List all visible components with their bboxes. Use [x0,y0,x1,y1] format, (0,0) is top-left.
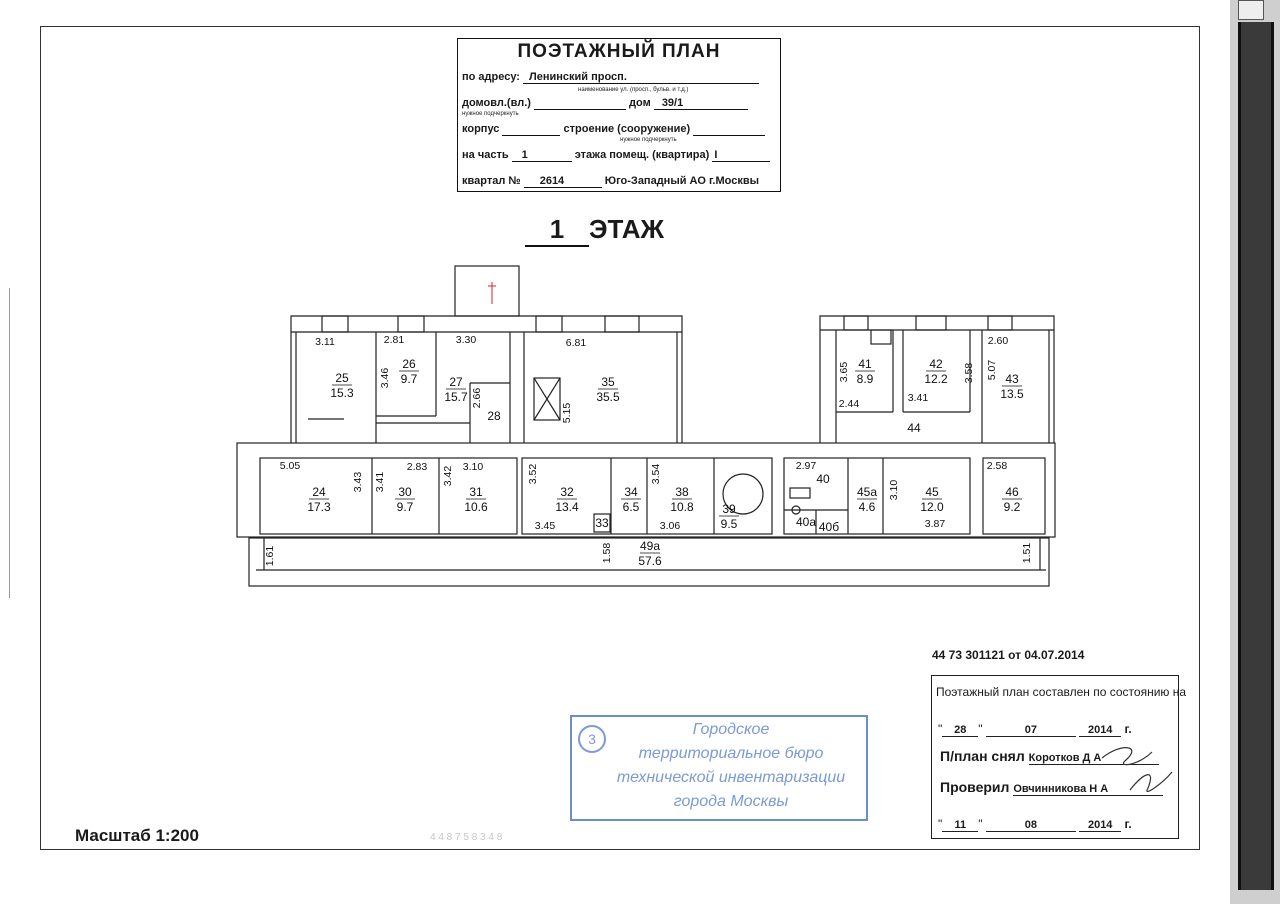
room-area: 6.5 [622,500,640,514]
etazh-value: I [712,149,770,162]
title-block: ПОЭТАЖНЫЙ ПЛАН по адресу: Ленинский просп. наименование ул. (просп., бульв. и т.д.) домовл.(вл.) дом 39/1 нужное подчеркнуть корпус строение (сооружение) нужное подчеркнуть на часть 1 этажа помещ. (квартира) I квартал № 2614 Юго-Западный АО г.Москвы [457,38,781,192]
room-area: 57.6 [638,554,662,568]
signatures [1082,732,1178,802]
plan-title: ПОЭТАЖНЫЙ ПЛАН [517,41,721,62]
date-row-1: " 28 " 07 2014 г. [938,722,1132,736]
room-number: 40а [795,515,817,529]
room-area: 13.4 [555,500,579,514]
dimension-label: 5.15 [561,402,573,424]
korpus-row: корпус строение (сооружение) [462,123,765,136]
dimension-label: 3.43 [352,471,364,493]
room-area: 9.7 [400,372,418,386]
room-area: 4.6 [858,500,876,514]
dimension-label: 2.83 [406,461,428,473]
dimension-label: 3.87 [924,518,946,530]
dimension-label: 1.61 [264,545,276,567]
surveyed-by: Коротков Д А [1029,752,1159,765]
room-area: 10.8 [670,500,694,514]
dimension-label: 2.81 [383,334,405,346]
room-number: 32 [560,485,574,499]
room-area: 35.5 [596,390,620,404]
dimension-label: 5.07 [986,359,998,381]
dimension-label: 3.41 [907,392,929,404]
domovl-row: домовл.(вл.) дом 39/1 [462,97,748,110]
document-reference: 44 73 301121 от 04.07.2014 [932,648,1085,662]
floor-title: 1 ЭТАЖ [525,214,664,247]
plan-walls [237,266,1055,586]
room-number: 41 [858,357,872,371]
floor-number: 1 [525,214,589,247]
dimension-label: 3.52 [527,463,539,485]
dimension-label: 3.42 [442,465,454,487]
dimension-label: 3.46 [379,367,391,389]
room-number: 34 [624,485,638,499]
dimension-label: 5.05 [279,460,301,472]
chast-value: 1 [512,149,572,162]
room-area: 12.2 [924,372,948,386]
room-number: 39 [722,502,736,516]
address-row: по адресу: Ленинский просп. [462,71,759,84]
room-number: 28 [487,409,501,423]
checked-by: Овчинникова Н А [1013,783,1163,796]
state-line: Поэтажный план составлен по состоянию на [936,685,1187,699]
dimension-label: 2.66 [471,387,483,409]
room-area: 15.7 [444,390,468,404]
dimension-label: 3.10 [888,479,900,501]
room-number: 24 [312,485,326,499]
dimension-label: 3.65 [838,361,850,383]
room-number: 49а [639,539,661,553]
dimension-label: 1.51 [1021,542,1033,564]
room-area: 9.5 [720,517,738,531]
room-number: 35 [601,375,615,389]
red-mark [488,282,496,304]
room-area: 9.2 [1003,500,1021,514]
room-number: 40б [818,520,840,534]
room-number: 40 [816,472,830,486]
dimension-label: 3.54 [650,463,662,485]
chast-row: на часть 1 этажа помещ. (квартира) I [462,149,770,162]
room-number: 31 [469,485,483,499]
scale-label: Масштаб 1:200 [75,826,199,845]
dimension-labels [264,334,1033,566]
date-row-2: " 11 " 08 2014 г. [938,817,1132,831]
room-area: 10.6 [464,500,488,514]
stamp-number: 3 [578,725,606,753]
dimension-label: 2.60 [987,335,1009,347]
room-number: 45а [856,485,878,499]
room-number: 26 [402,357,416,371]
room-number: 30 [398,485,412,499]
room-number: 45 [925,485,939,499]
room-area: 17.3 [307,500,331,514]
room-area: 9.7 [396,500,414,514]
room-number: 43 [1005,372,1019,386]
dimension-label: 3.10 [462,461,484,473]
room-number: 46 [1005,485,1019,499]
surveyed-row: П/план снял Коротков Д А [940,748,1159,765]
dimension-label: 6.81 [565,337,587,349]
dimension-label: 3.11 [315,336,335,348]
bti-office-stamp: 3 Городское территориальное бюро технической инвентаризации города Москвы [570,715,868,821]
dimension-label: 2.44 [838,398,860,410]
dom-value: 39/1 [654,97,748,110]
kvartal-row: квартал № 2614 Юго-Западный АО г.Москвы [462,175,760,187]
state-stamp [931,675,1187,839]
room-number: 44 [907,421,921,435]
dimension-label: 3.58 [963,362,975,384]
dimension-label: 3.41 [374,471,386,493]
address-value: Ленинский просп. [523,71,759,84]
dimension-label: 3.45 [534,520,556,532]
dimension-label: 2.97 [795,460,817,472]
dimension-label: 2.58 [986,460,1008,472]
room-area: 13.5 [1000,387,1024,401]
room-number: 33 [595,516,609,530]
room-number: 38 [675,485,689,499]
room-number: 42 [929,357,943,371]
room-area: 12.0 [920,500,944,514]
kvartal-value: 2614 [524,175,602,188]
checked-row: Проверил Овчинникова Н А [940,779,1163,796]
room-area: 15.3 [330,386,354,400]
room-number: 27 [449,375,463,389]
room-area: 8.9 [856,372,874,386]
dimension-label: 3.30 [455,334,477,346]
dimension-label: 3.06 [659,520,681,532]
faint-print: 4 4 8 7 5 8 3 4 8 [430,832,503,843]
dimension-label: 1.58 [601,542,613,564]
room-number: 25 [335,371,349,385]
